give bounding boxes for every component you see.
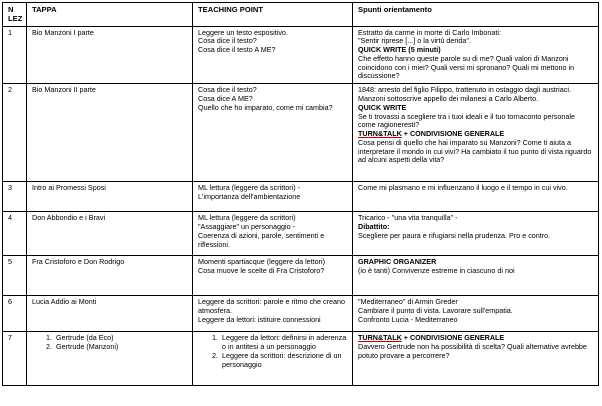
cell-n: 1 bbox=[3, 26, 27, 84]
cell-tappa: Don Abbondio e i Bravi bbox=[27, 212, 193, 256]
cell-teaching bbox=[193, 182, 353, 212]
teaching-line: Leggere un testo espositivo. bbox=[198, 27, 288, 37]
cell-tappa bbox=[27, 332, 193, 386]
spunti-text: Cosa pensi di quello che hai imparato su Manzoni? Come ti aiuta a interpretare il mondo in cui vivi? Ha cambiato il tuo punto di vista riguardo ad alcuni aspetti della vita? bbox=[358, 137, 592, 165]
condivisione-label: + CONDIVISIONE GENERALE bbox=[401, 129, 505, 139]
cell-spunti bbox=[353, 332, 599, 386]
spunti-text: Confronto Lucia - Mediterraneo bbox=[358, 314, 458, 324]
teaching-line: Cosa dice il testo? bbox=[198, 85, 257, 95]
header-teaching-point: TEACHING POINT bbox=[193, 3, 353, 27]
header-spunti: Spunti orientamento bbox=[353, 3, 599, 27]
spunti-text: Cambiare il punto di vista. Lavorare sull'empatia. bbox=[358, 305, 513, 315]
cell-tappa: Bio Manzoni I parte bbox=[27, 26, 193, 84]
cell-teaching bbox=[193, 26, 353, 84]
teaching-line: Cosa dice A ME? bbox=[198, 93, 253, 103]
teaching-line: Cosa dice il testo A ME? bbox=[198, 45, 276, 55]
table-row bbox=[3, 212, 599, 256]
spunti-text: Che effetto hanno queste parole su di me? Quali valori di Manzoni coincidono con i miei? Quali versi mi spronano? Quali mi mettono in discussione? bbox=[358, 53, 575, 81]
teaching-list bbox=[198, 334, 347, 369]
cell-spunti bbox=[353, 182, 599, 212]
table-row bbox=[3, 296, 599, 332]
teaching-line: Quello che ho imparato, come mi cambia? bbox=[198, 102, 333, 112]
spunti-activity: Dibattito: bbox=[358, 221, 390, 231]
cell-spunti bbox=[353, 256, 599, 296]
cell-tappa: Lucia Addio ai Monti bbox=[27, 296, 193, 332]
spunti-text: Tricarico - "una vita tranquilla" - bbox=[358, 213, 458, 223]
spunti-text: Estratto da carme in morte di Carlo Imbonati: bbox=[358, 27, 502, 37]
spunti-activity: GRAPHIC ORGANIZER bbox=[358, 257, 437, 267]
cell-spunti bbox=[353, 26, 599, 84]
table-row bbox=[3, 84, 599, 182]
spunti-text: Come mi plasmano e mi influenzano il luogo e il tempo in cui vivo. bbox=[358, 183, 568, 193]
spunti-activity: QUICK WRITE (5 minuti) bbox=[358, 45, 441, 55]
cell-teaching bbox=[193, 296, 353, 332]
header-tappa: TAPPA bbox=[27, 3, 193, 27]
table-row bbox=[3, 182, 599, 212]
cell-n: 5 bbox=[3, 256, 27, 296]
cell-n: 6 bbox=[3, 296, 27, 332]
cell-spunti bbox=[353, 212, 599, 256]
teaching-line: ML lettura (leggere da scrittori) - bbox=[198, 183, 300, 193]
teaching-line: ML lettura (leggere da scrittori) bbox=[198, 213, 296, 223]
spunti-text: Davvero Gertrude non ha possibilità di scelta? Quali alternative avrebbe potuto provare a percorrere? bbox=[358, 341, 587, 360]
tappa-list bbox=[32, 334, 187, 352]
cell-teaching bbox=[193, 84, 353, 182]
turn-talk-label: TURN&TALK bbox=[358, 333, 402, 343]
teaching-line: Momenti spartiacque (leggere da lettori) bbox=[198, 257, 326, 267]
header-n-lez: N LEZ bbox=[3, 3, 27, 27]
list-item: 2. Leggere da scrittori: descrizione di un personaggio bbox=[220, 352, 347, 370]
condivisione-label: + CONDIVISIONE GENERALE bbox=[401, 333, 505, 343]
cell-teaching bbox=[193, 256, 353, 296]
teaching-line: L'importanza dell'ambientazione bbox=[198, 191, 301, 201]
spunti-activity: QUICK WRITE bbox=[358, 102, 407, 112]
spunti-text: (io è tanti) Convivenze estreme in ciascuno di noi bbox=[358, 265, 515, 275]
teaching-line: Leggere da scrittori: parole e ritmo che creano atmosfera. bbox=[198, 297, 346, 315]
spunti-text: 1848: arresto del figlio Filippo, trattenuto in ostaggio dagli austriaci. Manzoni sottoscrive appello dei milanesi a Carlo Alberto. bbox=[358, 85, 571, 103]
list-item: 1. Leggere da lettori: definirsi in aderenza o in antitesi a un personaggio bbox=[220, 334, 347, 352]
cell-teaching bbox=[193, 212, 353, 256]
cell-spunti bbox=[353, 296, 599, 332]
spunti-text: Se ti trovassi a scegliere tra i tuoi ideali e il tuo tornaconto personale come ragioneresti? bbox=[358, 111, 575, 130]
list-item: 2. Gertrude (Manzoni) bbox=[54, 343, 187, 352]
table-row bbox=[3, 26, 599, 84]
cell-tappa: Bio Manzoni II parte bbox=[27, 84, 193, 182]
cell-spunti bbox=[353, 84, 599, 182]
cell-n: 4 bbox=[3, 212, 27, 256]
spunti-quote: "Sentir riprese [...] o la virtù derida". bbox=[358, 36, 471, 46]
turn-talk-label: TURN&TALK bbox=[358, 129, 402, 139]
cell-tappa: Fra Cristoforo e Don Rodrigo bbox=[27, 256, 193, 296]
cell-tappa: Intro ai Promessi Sposi bbox=[27, 182, 193, 212]
spunti-text: "Mediterraneo" di Armin Greder bbox=[358, 297, 458, 307]
cell-teaching bbox=[193, 332, 353, 386]
lesson-plan-table bbox=[2, 2, 599, 386]
cell-n: 7 bbox=[3, 332, 27, 386]
spunti-text: Scegliere per paura e rifugiarsi nella prudenza. Pro e contro. bbox=[358, 230, 551, 240]
teaching-line: Leggere da lettori: istituire connessioni bbox=[198, 314, 321, 324]
table-row bbox=[3, 332, 599, 386]
table-header-row bbox=[3, 3, 599, 27]
teaching-line: Cosa dice il testo? bbox=[198, 36, 257, 46]
cell-n: 3 bbox=[3, 182, 27, 212]
teaching-line: Coerenza di azioni, parole, sentimenti e riflessioni. bbox=[198, 230, 325, 249]
cell-n: 2 bbox=[3, 84, 27, 182]
table-row bbox=[3, 256, 599, 296]
teaching-line: Cosa muove le scelte di Fra Cristoforo? bbox=[198, 265, 325, 275]
teaching-line: "Assaggiare" un personaggio - bbox=[198, 221, 296, 231]
list-item: 1. Gertrude (da Eco) bbox=[54, 334, 187, 343]
